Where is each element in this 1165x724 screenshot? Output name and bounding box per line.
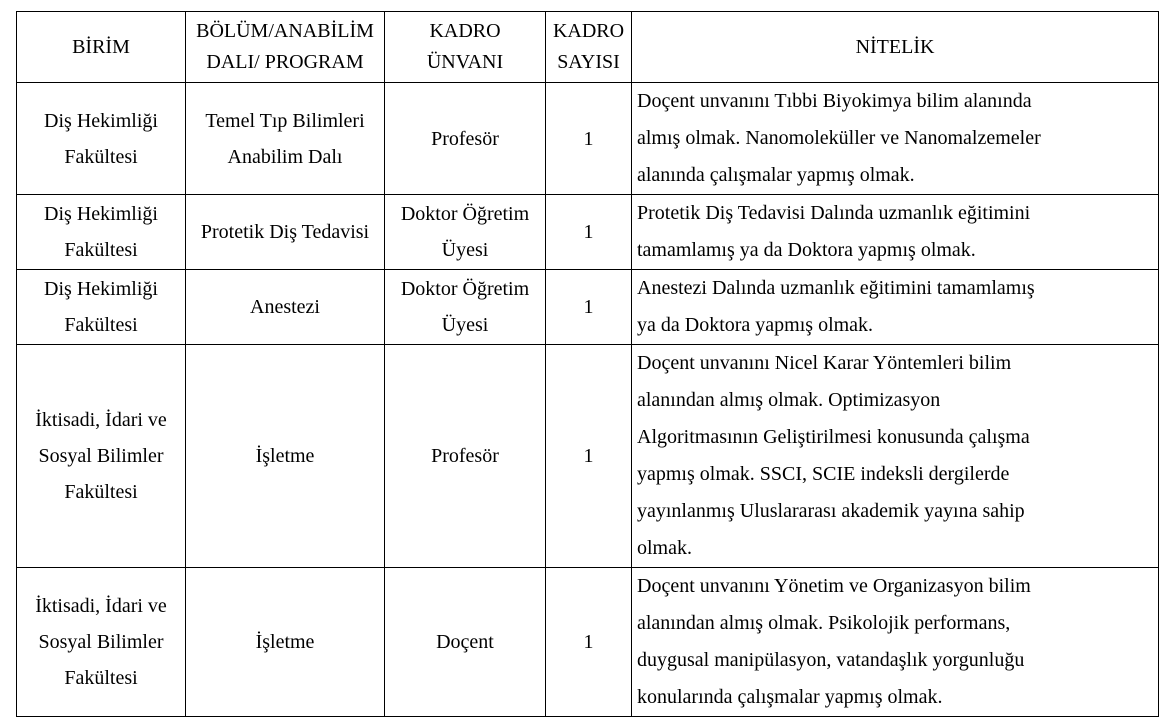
cell-line: Fakültesi <box>64 314 138 336</box>
table-row <box>17 195 1159 270</box>
cell-line: Fakültesi <box>64 145 138 168</box>
cell-line: Diş Hekimliği <box>44 109 158 132</box>
cell-line: konularında çalışmalar yapmış olmak. <box>637 686 943 708</box>
cell-nitelik <box>632 83 1159 195</box>
header-unvan-line: KADRO <box>429 20 501 42</box>
cell-line: Algoritmasının Geliştirilmesi konusunda çalışma <box>637 426 1030 448</box>
cell-nitelik <box>632 195 1159 270</box>
cell-sayi <box>546 568 632 717</box>
cell-nitelik <box>632 345 1159 568</box>
cell-line: İktisadi, İdari ve <box>35 409 167 431</box>
cell-birim <box>17 195 186 270</box>
cell-line: Diş Hekimliği <box>44 203 158 225</box>
cell-birim <box>17 345 186 568</box>
cell-line: Fakültesi <box>64 667 138 689</box>
cell-line: yayınlanmış Uluslararası akademik yayına sahip <box>637 500 1025 522</box>
header-birim <box>17 12 186 83</box>
header-sayi <box>546 12 632 83</box>
header-unvan-line: ÜNVANI <box>426 51 504 73</box>
kadro-table <box>16 11 1159 717</box>
cell-line: tamamlamış ya da Doktora yapmış olmak. <box>637 239 976 261</box>
cell-line: alanında çalışmalar yapmış olmak. <box>637 164 915 186</box>
cell-line: Profesör <box>431 445 499 467</box>
cell-bolum <box>186 83 385 195</box>
cell-bolum <box>186 195 385 270</box>
cell-line: Üyesi <box>441 239 489 261</box>
cell-birim <box>17 270 186 345</box>
header-bolum-line: BÖLÜM/ANABİLİM <box>196 20 374 42</box>
cell-line: Sosyal Bilimler <box>38 445 164 467</box>
header-nitelik-text: NİTELİK <box>855 35 935 58</box>
cell-line: Fakültesi <box>64 481 138 503</box>
cell-line: yapmış olmak. SSCI, SCIE indeksli dergilerde <box>637 463 1010 485</box>
cell-line: Doçent unvanını Nicel Karar Yöntemleri bilim <box>637 352 1012 374</box>
cell-line: olmak. <box>637 537 692 559</box>
cell-line: Anestezi <box>250 296 320 318</box>
cell-line: Profesör <box>431 127 499 150</box>
cell-line: almış olmak. Nanomoleküller ve Nanomalzemeler <box>637 127 1041 149</box>
cell-line: 1 <box>583 127 594 150</box>
cell-line: Protetik Diş Tedavisi <box>200 221 370 243</box>
cell-unvan <box>385 345 546 568</box>
header-unvan <box>385 12 546 83</box>
cell-sayi <box>546 195 632 270</box>
table-row <box>17 270 1159 345</box>
cell-line: Temel Tıp Bilimleri <box>205 109 365 132</box>
cell-unvan <box>385 195 546 270</box>
cell-line: Doçent <box>436 631 494 653</box>
cell-unvan <box>385 270 546 345</box>
cell-line: Doktor Öğretim <box>400 278 530 300</box>
cell-line: 1 <box>583 631 594 653</box>
cell-line: İşletme <box>255 445 315 467</box>
header-bolum <box>186 12 385 83</box>
cell-line: Anabilim Dalı <box>227 145 343 168</box>
header-nitelik <box>632 12 1159 83</box>
cell-line: 1 <box>583 296 594 318</box>
cell-bolum <box>186 270 385 345</box>
header-sayi-line: SAYISI <box>557 51 620 73</box>
cell-unvan <box>385 568 546 717</box>
cell-sayi <box>546 83 632 195</box>
cell-sayi <box>546 270 632 345</box>
cell-line: duygusal manipülasyon, vatandaşlık yorgunluğu <box>637 649 1025 671</box>
cell-nitelik <box>632 270 1159 345</box>
header-birim-text: BİRİM <box>72 35 130 58</box>
table-row <box>17 83 1159 195</box>
cell-line: alanından almış olmak. Optimizasyon <box>637 389 941 411</box>
header-bolum-line: DALI/ PROGRAM <box>206 51 364 73</box>
table-row <box>17 568 1159 717</box>
cell-bolum <box>186 568 385 717</box>
cell-line: İşletme <box>255 631 315 653</box>
table-row <box>17 345 1159 568</box>
cell-line: İktisadi, İdari ve <box>35 595 167 617</box>
cell-line: Doktor Öğretim <box>400 203 530 225</box>
cell-line: ya da Doktora yapmış olmak. <box>637 314 874 336</box>
cell-bolum <box>186 345 385 568</box>
cell-line: Anestezi Dalında uzmanlık eğitimini tamamlamış <box>637 277 1035 299</box>
cell-line: 1 <box>583 445 594 467</box>
cell-line: Doçent unvanını Tıbbi Biyokimya bilim alanında <box>637 90 1032 112</box>
cell-line: Fakültesi <box>64 239 138 261</box>
cell-line: Protetik Diş Tedavisi Dalında uzmanlık eğitimini <box>637 202 1031 224</box>
cell-line: Üyesi <box>441 314 489 336</box>
cell-line: Doçent unvanını Yönetim ve Organizasyon bilim <box>637 575 1031 597</box>
cell-birim <box>17 568 186 717</box>
cell-line: alanından almış olmak. Psikolojik performans, <box>637 612 1011 634</box>
header-row <box>17 12 1159 83</box>
cell-line: Diş Hekimliği <box>44 278 158 300</box>
cell-unvan <box>385 83 546 195</box>
cell-birim <box>17 83 186 195</box>
header-sayi-line: KADRO <box>552 20 625 42</box>
cell-line: Sosyal Bilimler <box>38 631 164 653</box>
cell-nitelik <box>632 568 1159 717</box>
cell-line: 1 <box>583 221 594 243</box>
cell-sayi <box>546 345 632 568</box>
